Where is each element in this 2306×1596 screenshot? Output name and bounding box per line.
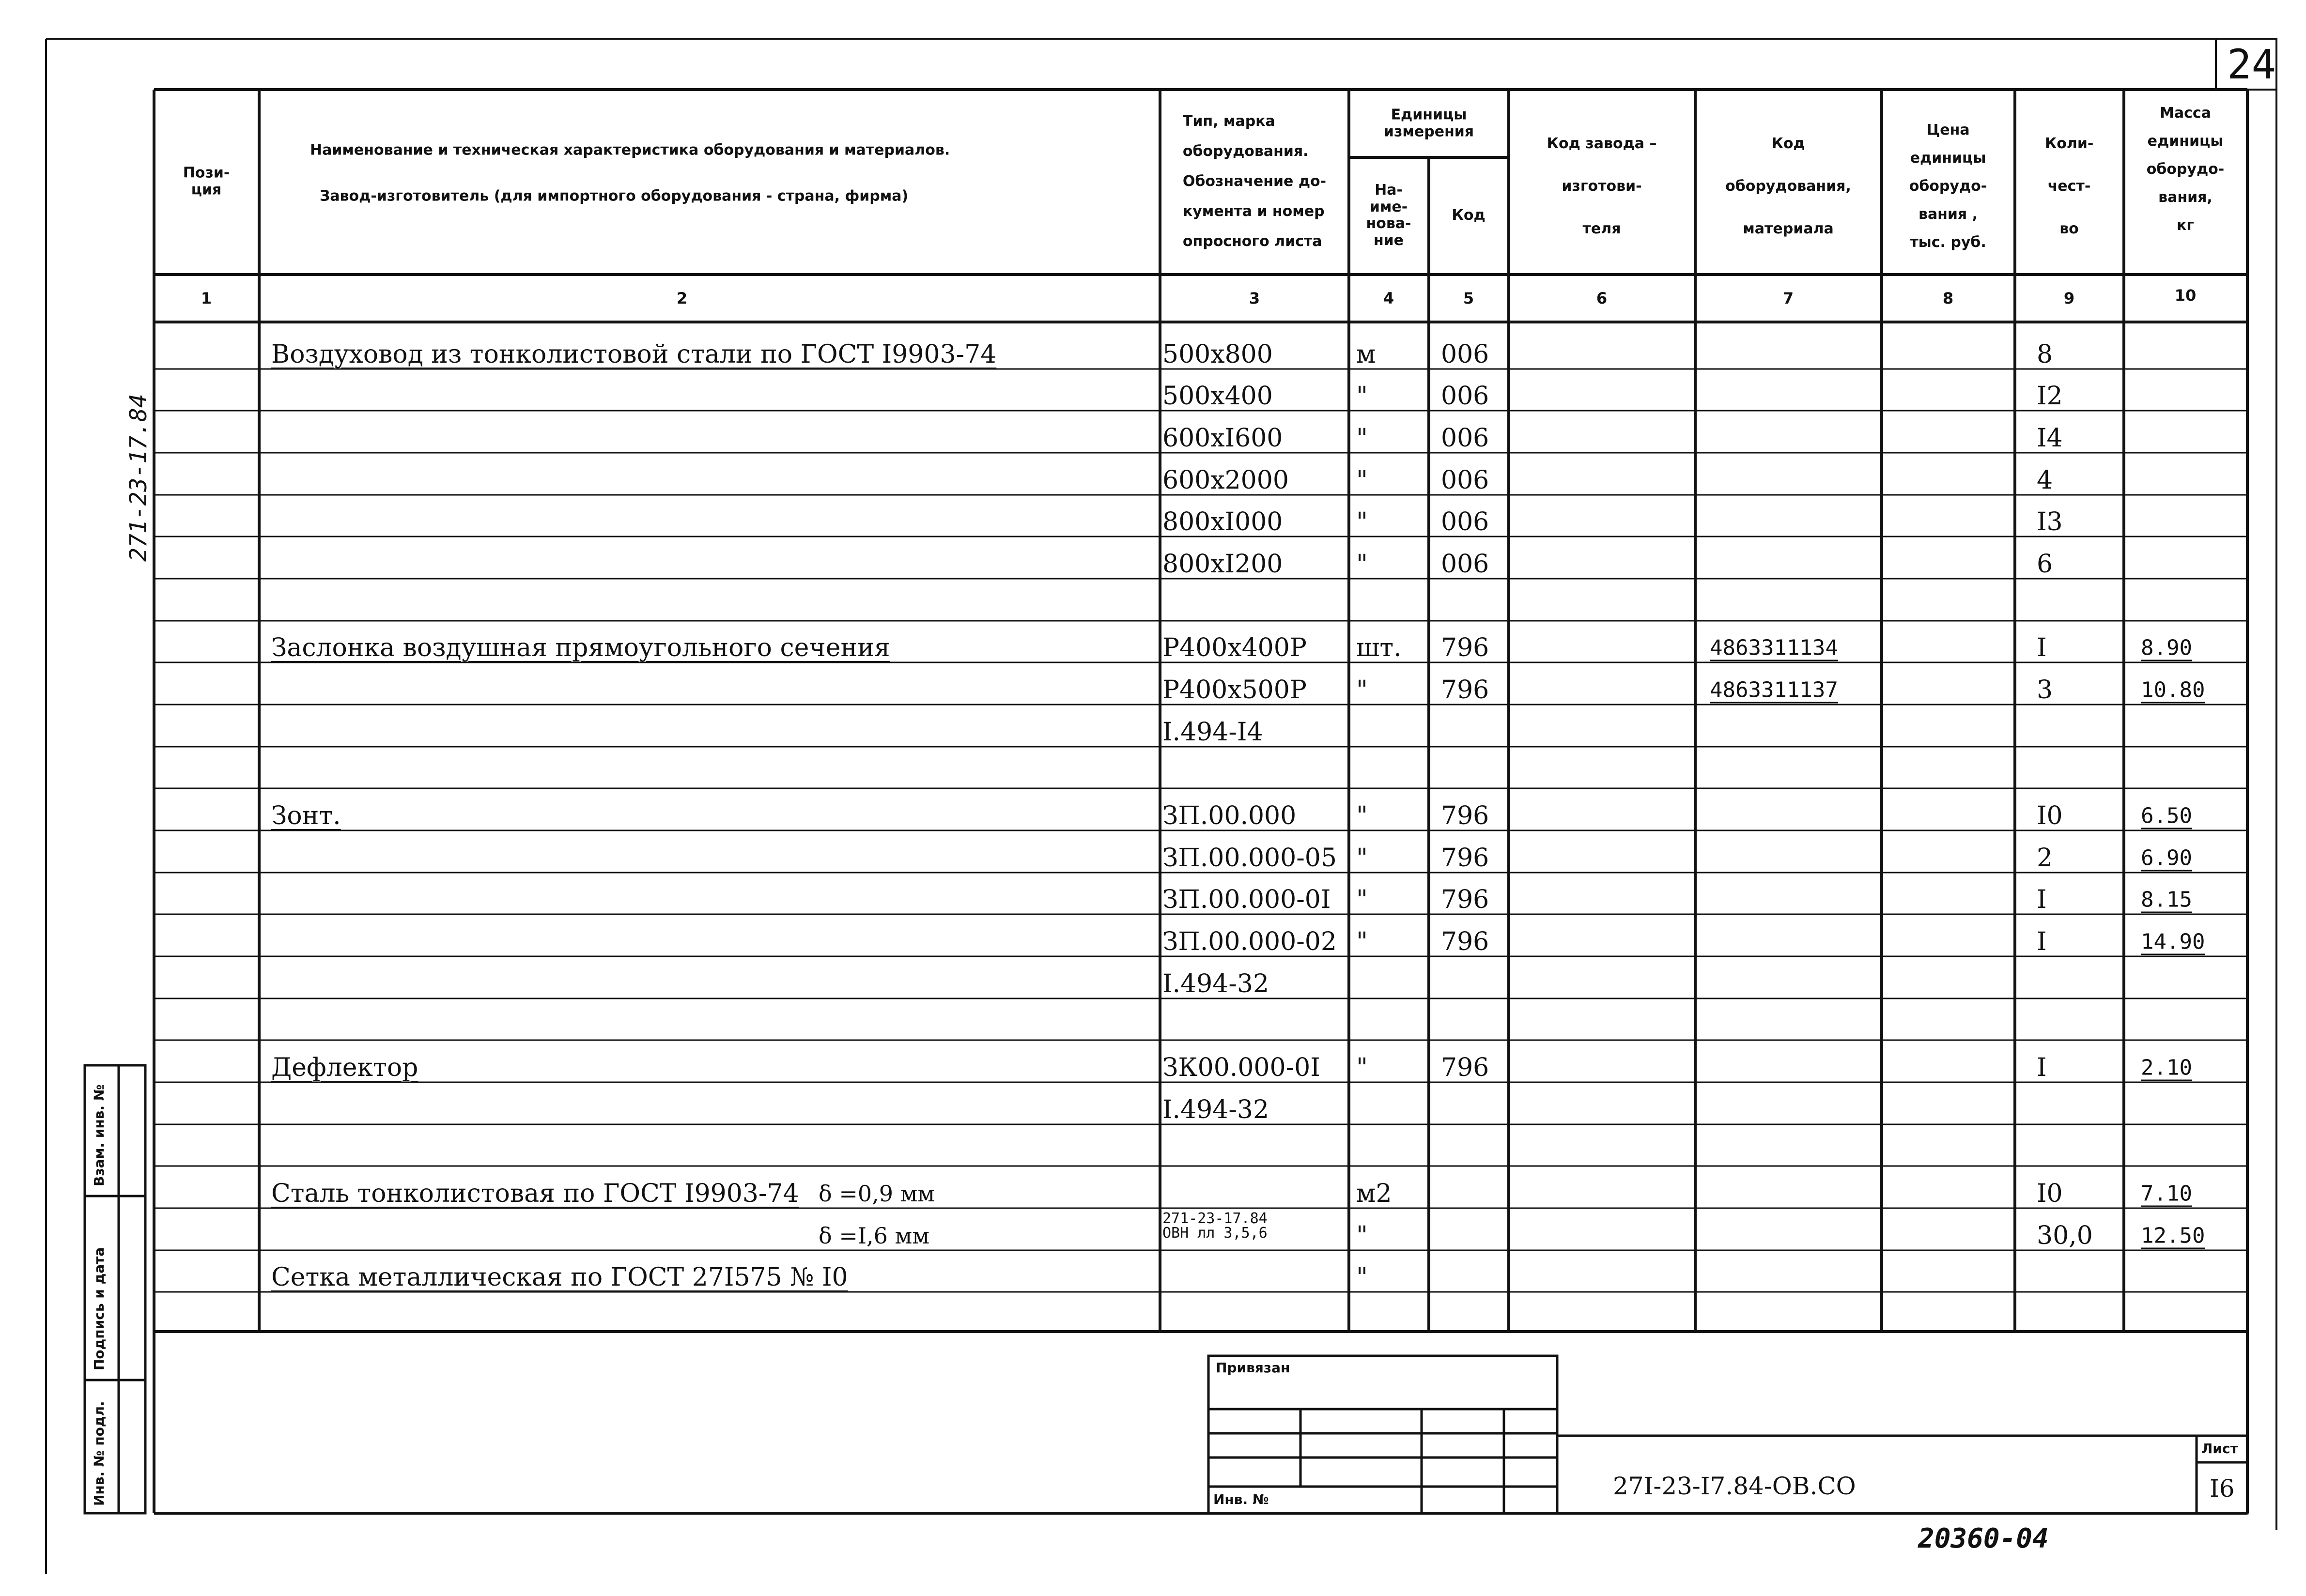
row-type-cell: Р400х400Р [1162, 633, 1307, 662]
row-qty-cell: 30,0 [2037, 1221, 2093, 1250]
row-code-cell: 796 [1441, 885, 1489, 914]
row-type-cell: 500х400 [1162, 382, 1273, 411]
row-type-cell: 500х800 [1162, 340, 1273, 369]
stamp-privyazan: Привязан [1216, 1360, 1290, 1376]
row-qty-cell: I3 [2037, 507, 2063, 537]
row-type-cell: I.494-32 [1162, 969, 1269, 998]
row-mass-cell: 8.15 [2141, 887, 2192, 912]
row-unit-cell: " [1356, 1263, 1368, 1292]
side-document-code: 271-23-17.84 [125, 394, 152, 562]
row-qty-cell: 2 [2037, 844, 2053, 873]
row-type-cell: 800хI000 [1162, 507, 1283, 537]
row-unit-cell: " [1356, 1221, 1368, 1250]
row-qty-cell: I0 [2037, 801, 2063, 830]
row-qty-cell: I [2037, 1053, 2047, 1082]
row-qty-cell: I4 [2037, 424, 2063, 453]
header-name-line2: Завод-изготовитель (для импортного оборудования - страна, фирма) [320, 187, 909, 205]
header-type: Тип, марка оборудования. Обозначение до- кумента и номер опросного листа [1182, 113, 1327, 250]
row-code-cell: 006 [1441, 340, 1489, 369]
row-type-cell: 271-23-17.84 ОВН лл 3,5,6 [1162, 1210, 1268, 1242]
header-equip-code: Код оборудования, материала [1725, 135, 1851, 237]
row-name-cell: Дефлектор [271, 1053, 418, 1082]
row-type-cell: ЗП.00.000-0I [1162, 885, 1331, 914]
row-code-cell: 006 [1441, 507, 1489, 537]
row-qty-cell: 4 [2037, 466, 2053, 495]
col-number: 3 [1249, 289, 1260, 307]
header-units: Единицы измерения [1383, 106, 1474, 140]
row-unit-cell: " [1356, 466, 1368, 495]
header-name-line1: Наименование и техническая характеристика оборудования и материалов. [310, 141, 950, 159]
col-number: 6 [1596, 289, 1608, 307]
row-unit-cell: " [1356, 801, 1368, 830]
row-mass-cell: 8.90 [2141, 635, 2192, 660]
header-unit-code: Код [1452, 206, 1486, 224]
row-equip-cell: 4863311134 [1710, 635, 1838, 660]
row-type-cell: ЗП.00.000 [1162, 801, 1297, 830]
row-code-cell: 796 [1441, 844, 1489, 873]
row-qty-cell: 6 [2037, 550, 2053, 579]
row-unit-cell: м2 [1356, 1179, 1392, 1208]
bottom-archive-code: 20360-04 [1918, 1523, 2049, 1554]
row-mass-cell: 10.80 [2141, 677, 2205, 703]
row-unit-cell: м [1356, 340, 1376, 369]
col-number: 2 [676, 289, 688, 307]
row-code-cell: 006 [1441, 550, 1489, 579]
stamp-document-code: 27I-23-I7.84-ОВ.СО [1613, 1472, 1856, 1500]
row-code-cell: 006 [1441, 382, 1489, 411]
row-code-cell: 006 [1441, 466, 1489, 495]
row-name-cell: Заслонка воздушная прямоугольного сечения [271, 633, 890, 662]
col-number: 9 [2063, 289, 2075, 307]
row-qty-cell: I [2037, 927, 2047, 956]
side-stamp-vzam: Взам. инв. № [91, 1084, 107, 1186]
row-unit-cell: " [1356, 885, 1368, 914]
row-type-cell: ЗК00.000-0I [1162, 1053, 1320, 1082]
row-code-cell: 006 [1441, 424, 1489, 453]
row-type-cell: 600х2000 [1162, 466, 1289, 495]
col-number: 1 [201, 289, 212, 307]
row-thickness-cell: δ =0,9 мм [819, 1181, 935, 1207]
row-mass-cell: 14.90 [2141, 929, 2205, 954]
row-name-cell: Сталь тонколистовая по ГОСТ I9903-74 [271, 1179, 799, 1208]
row-type-cell: Р400х500Р [1162, 675, 1307, 705]
row-unit-cell: " [1356, 927, 1368, 956]
header-plant-code: Код завода – изготови- теля [1547, 135, 1657, 237]
row-mass-cell: 7.10 [2141, 1181, 2192, 1206]
col-number: 7 [1782, 289, 1794, 307]
row-name-cell: Воздуховод из тонколистовой стали по ГОСТ I9903-74 [271, 340, 997, 369]
row-thickness-cell: δ =I,6 мм [819, 1223, 930, 1249]
row-type-cell: I.494-32 [1162, 1095, 1269, 1124]
side-stamp-podpis: Подпись и дата [91, 1247, 107, 1370]
row-code-cell: 796 [1441, 1053, 1489, 1082]
row-unit-cell: " [1356, 550, 1368, 579]
row-type-cell: ЗП.00.000-05 [1162, 844, 1337, 873]
row-mass-cell: 12.50 [2141, 1223, 2205, 1248]
row-unit-cell: " [1356, 844, 1368, 873]
row-code-cell: 796 [1441, 675, 1489, 705]
row-code-cell: 796 [1441, 927, 1489, 956]
header-qty: Коли- чест- во [2044, 135, 2094, 237]
col-number: 4 [1383, 289, 1394, 307]
row-type-cell: 600хI600 [1162, 424, 1283, 453]
row-code-cell: 796 [1441, 633, 1489, 662]
stamp-inv-no: Инв. № [1213, 1491, 1269, 1507]
row-name-cell: Зонт. [271, 801, 341, 830]
row-type-cell: 800хI200 [1162, 550, 1283, 579]
row-unit-cell: шт. [1356, 633, 1402, 662]
header-mass: Масса единицы оборудо- вания, кг [2146, 105, 2225, 234]
row-unit-cell: " [1356, 675, 1368, 705]
header-price: Цена единицы оборудо- вания , тыс. руб. [1909, 122, 1987, 251]
row-equip-cell: 4863311137 [1710, 677, 1838, 703]
row-qty-cell: I2 [2037, 382, 2063, 411]
row-qty-cell: 8 [2037, 340, 2053, 369]
row-mass-cell: 6.90 [2141, 845, 2192, 871]
row-name-cell: Сетка металлическая по ГОСТ 27I575 № I0 [271, 1263, 848, 1292]
stamp-list-number: I6 [2210, 1474, 2235, 1503]
row-type-cell: ЗП.00.000-02 [1162, 927, 1337, 956]
row-qty-cell: I0 [2037, 1179, 2063, 1208]
corner-sheet-number: 24 [2227, 41, 2276, 88]
row-mass-cell: 2.10 [2141, 1055, 2192, 1080]
header-position: Пози- ция [183, 164, 230, 198]
header-unit-name: На- име- нова- ние [1366, 182, 1411, 249]
row-qty-cell: I [2037, 885, 2047, 914]
row-unit-cell: " [1356, 507, 1368, 537]
col-number: 10 [2174, 286, 2197, 305]
row-mass-cell: 6.50 [2141, 803, 2192, 829]
stamp-list-label: Лист [2201, 1441, 2238, 1457]
col-number: 8 [1942, 289, 1954, 307]
row-unit-cell: " [1356, 382, 1368, 411]
row-qty-cell: 3 [2037, 675, 2053, 705]
row-unit-cell: " [1356, 1053, 1368, 1082]
row-unit-cell: " [1356, 424, 1368, 453]
side-stamp-inv-podl: Инв. № подл. [91, 1401, 107, 1506]
col-number: 5 [1463, 289, 1474, 307]
row-qty-cell: I [2037, 633, 2047, 662]
row-type-cell: I.494-I4 [1162, 718, 1263, 747]
row-code-cell: 796 [1441, 801, 1489, 830]
